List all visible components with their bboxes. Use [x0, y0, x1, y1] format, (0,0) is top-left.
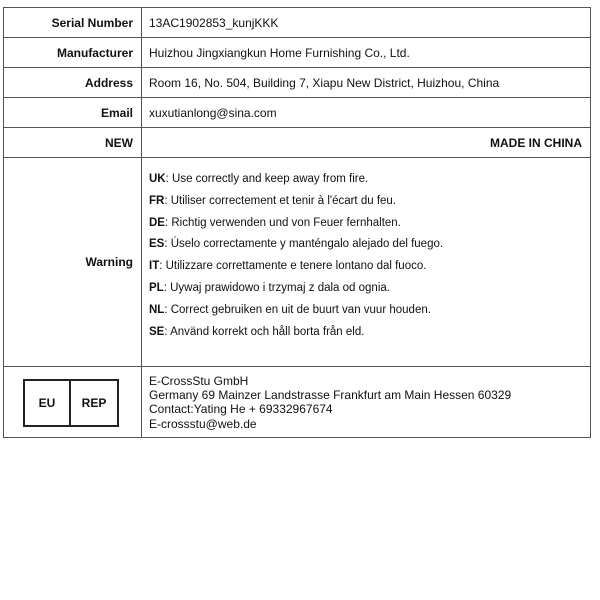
warning-row [4, 158, 591, 367]
lang-code: UK [149, 173, 166, 185]
warning-text: : Använd korrekt och håll borta från eld. [164, 325, 365, 338]
warning-text: : Uywaj prawidowo i trzymaj z dala od ognia. [163, 281, 390, 294]
warning-item-es [149, 237, 582, 251]
warning-label: Warning [4, 158, 142, 367]
warning-item-de [149, 216, 582, 230]
address-label: Address [4, 68, 142, 98]
address-row [4, 68, 591, 98]
eu-rep-symbol-cell [4, 367, 142, 438]
product-label-table [3, 7, 591, 438]
warning-item-nl [149, 303, 582, 317]
warning-item-pl [149, 281, 582, 295]
warning-item-se [149, 325, 582, 339]
lang-code: NL [149, 303, 165, 316]
warning-list [142, 158, 591, 367]
lang-code: IT [149, 260, 160, 273]
manufacturer-label: Manufacturer [4, 38, 142, 68]
lang-code: ES [149, 238, 165, 251]
made-in-china: MADE IN CHINA [142, 128, 591, 158]
warning-text: : Correct gebruiken en uit de buurt van vuur houden. [164, 303, 431, 316]
eu-rep-email: E-crossstu@web.de [149, 416, 257, 431]
warning-item-fr [149, 194, 582, 208]
warning-item-uk [149, 172, 582, 186]
eu-rep-symbol [23, 379, 119, 427]
lang-code: DE [149, 216, 165, 229]
email-row [4, 98, 591, 128]
serial-row [4, 8, 591, 38]
manufacturer-row [4, 38, 591, 68]
warning-text: : Utiliser correctement et tenir à l'écart du feu. [164, 194, 396, 207]
rep-badge: REP [81, 396, 107, 410]
eu-rep-address: Germany 69 Mainzer Landstrasse Frankfurt am Main Hessen 60329 [149, 388, 512, 403]
serial-label: Serial Number [4, 8, 142, 38]
email-label: Email [4, 98, 142, 128]
new-row [4, 128, 591, 158]
eu-badge: EU [25, 381, 71, 425]
warning-text: : Úselo correctamente y manténgalo alejado del fuego. [164, 238, 444, 251]
warning-item-it [149, 259, 582, 273]
eu-rep-contact: Contact:Yating He + 69332967674 [149, 402, 333, 417]
manufacturer-value: Huizhou Jingxiangkun Home Furnishing Co., Ltd. [142, 38, 591, 68]
email-value: xuxutianlong@sina.com [142, 98, 591, 128]
eu-rep-info [142, 367, 591, 438]
lang-code: PL [149, 281, 164, 294]
address-value: Room 16, No. 504, Building 7, Xiapu New District, Huizhou, China [142, 68, 591, 98]
warning-text: : Use correctly and keep away from fire. [165, 173, 369, 185]
new-label: NEW [4, 128, 142, 158]
lang-code: SE [149, 325, 165, 338]
eu-rep-row [4, 367, 591, 438]
serial-value: 13AC1902853_kunjKKK [142, 8, 591, 38]
eu-rep-company: E-CrossStu GmbH [149, 374, 249, 388]
warning-text: : Utilizzare correttamente e tenere lontano dal fuoco. [159, 260, 427, 273]
warning-text: : Richtig verwenden und von Feuer fernhalten. [164, 216, 401, 229]
lang-code: FR [149, 194, 165, 207]
